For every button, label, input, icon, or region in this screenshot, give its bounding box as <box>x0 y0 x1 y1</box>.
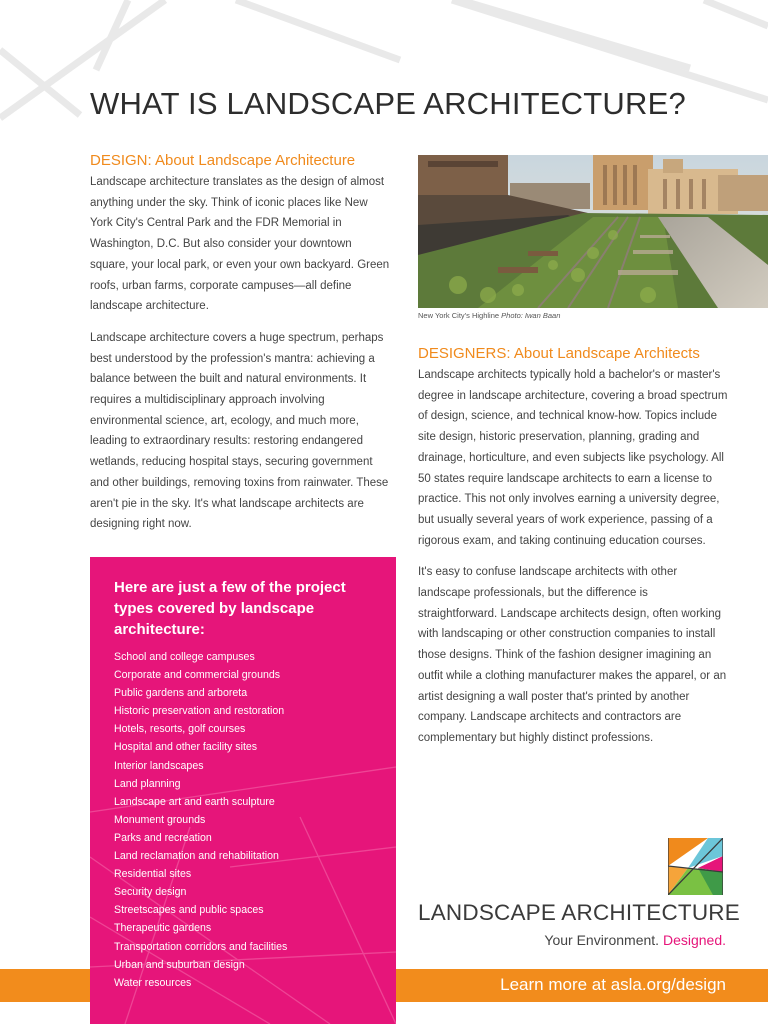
footer-link[interactable]: Learn more at asla.org/design <box>500 975 726 994</box>
project-type-item: Therapeutic gardens <box>114 922 212 935</box>
design-paragraph-1: Landscape architecture translates as the design of almost anything under the sky. Think of iconic places like New York City's Central Park and the FDR Memorial in Washington, D.C. But also consider your downtown square, your local park, or even your own backyard. Green roofs, urban farms, corporate campuses—all define landscape architecture. <box>90 176 390 313</box>
photo-caption-text: New York City's Highline <box>418 311 500 320</box>
project-type-item: Historic preservation and restoration <box>114 705 285 718</box>
project-type-item: Hotels, resorts, golf courses <box>114 723 246 736</box>
logo-tagline <box>544 932 726 948</box>
page-title: WHAT IS LANDSCAPE ARCHITECTURE? <box>90 86 686 121</box>
project-type-item: Streetscapes and public spaces <box>114 904 264 917</box>
design-heading: DESIGN: About Landscape Architecture <box>90 152 356 169</box>
project-types-heading: Here are just a few of the project types covered by landscape architecture: <box>114 579 346 638</box>
designers-paragraph-1: Landscape architects typically hold a bachelor's or master's degree in landscape architecture, covering a broad spectrum of design, science, and technical know-how. Topics include site design, historic preservation, planning, grading and drainage, horticulture, and even subjects like psychology. All 50 states require landscape architects to earn a license to practice. This not only involves earning a university degree, but usually several years of work experience, passing of a rigorous exam, and taking continuing education courses. <box>418 369 728 547</box>
project-type-item: Hospital and other facility sites <box>114 741 258 754</box>
design-paragraph-2: Landscape architecture covers a huge spectrum, perhaps best understood by the profession's mantra: achieving a balance between the built and natural environments. It requires a multidisciplinary approach involving environmental science, art, ecology, and much more, leading to extraordinary results: restoring endangered wetlands, reducing hospital stays, securing government and other buildings, removing toxins from rainwater. These aren't pie in the sky. It's what landscape architects are designing right now. <box>90 331 389 531</box>
designers-section <box>418 345 728 749</box>
project-type-item: Parks and recreation <box>114 831 212 844</box>
designers-paragraph-2: It's easy to confuse landscape architects with other landscape professionals, but the difference is straightforward. Landscape architects design, often working with landscaping or other construction companies to install those designs. Think of the fashion designer imagining an outfit while a clothing manufacturer makes the apparel, or an artist designing a wall poster that's printed by another company. Landscape architects and contractors are complementary but highly distinct professions. <box>418 566 727 744</box>
design-section <box>90 152 390 535</box>
logo-wordmark: LANDSCAPE ARCHITECTURE <box>418 900 740 925</box>
logo-tagline-accent: Designed. <box>662 932 726 948</box>
project-type-item: Land planning <box>114 777 181 790</box>
project-types-box <box>90 557 396 1024</box>
footer-bar-left <box>0 969 90 1002</box>
project-type-item: Land reclamation and rehabilitation <box>114 850 279 863</box>
project-types-content <box>114 577 384 992</box>
project-type-item: Monument grounds <box>114 813 206 826</box>
project-type-item: Landscape art and earth sculpture <box>114 795 275 808</box>
highline-photo <box>418 155 768 308</box>
logo-tagline-main: Your Environment. <box>544 932 660 948</box>
project-type-item: School and college campuses <box>114 651 255 663</box>
project-type-item: Water resources <box>114 976 192 989</box>
project-type-item: Urban and suburban design <box>114 958 245 971</box>
project-type-item: Security design <box>114 886 187 899</box>
photo-caption <box>418 311 560 320</box>
project-types-list <box>114 648 384 992</box>
project-type-item: Residential sites <box>114 868 192 881</box>
project-type-item: Interior landscapes <box>114 759 204 772</box>
footer-bar <box>396 969 768 1002</box>
designers-heading: DESIGNERS: About Landscape Architects <box>418 345 700 362</box>
photo-credit: Photo: Iwan Baan <box>501 311 561 320</box>
project-type-item: Transportation corridors and facilities <box>114 940 288 953</box>
project-type-item: Corporate and commercial grounds <box>114 669 281 682</box>
highline-photo-illustration <box>418 155 768 308</box>
project-type-item: Public gardens and arboreta <box>114 687 248 700</box>
asla-logo-icon <box>668 838 723 895</box>
